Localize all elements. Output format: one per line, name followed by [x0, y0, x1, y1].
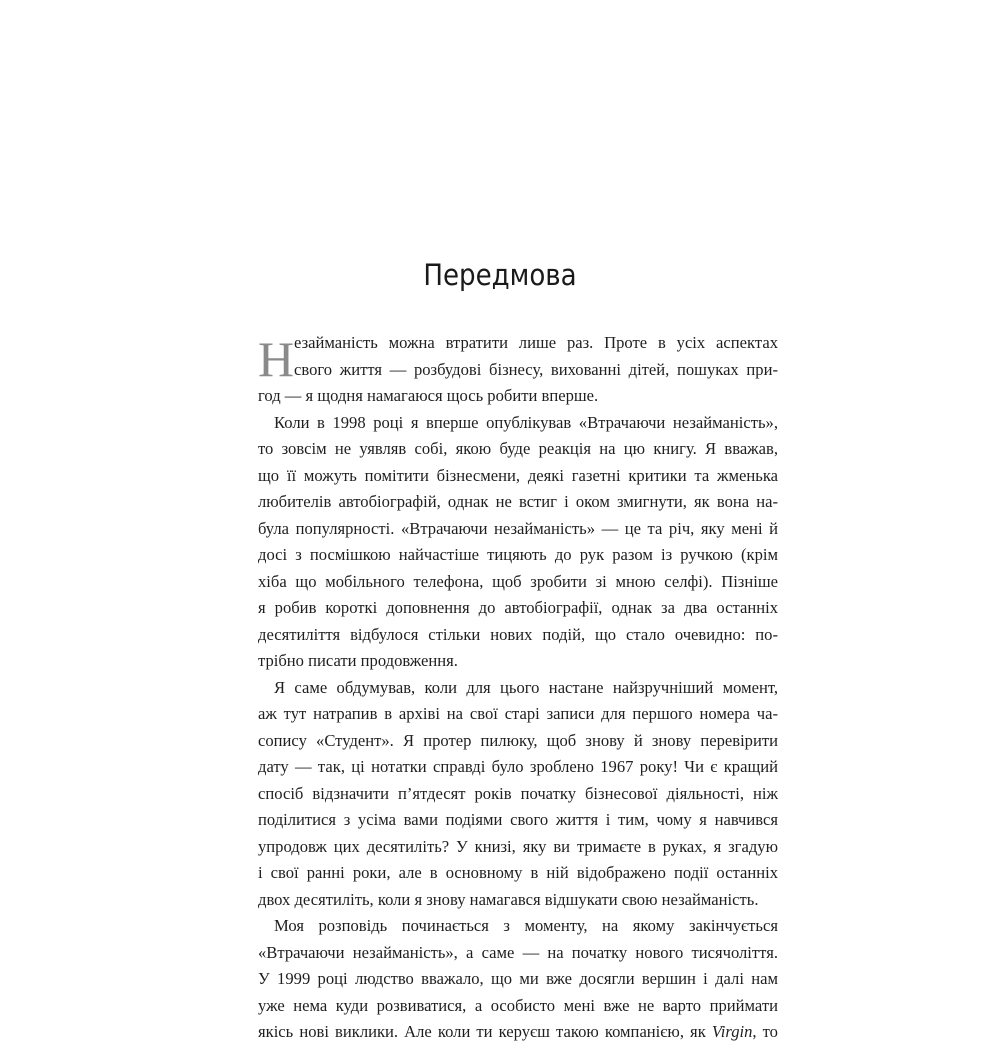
- text-line: любителів автобіографій, однак не встиг і оком змигнути, як вона на-: [258, 492, 778, 511]
- text-line: трібно писати продовження.: [258, 651, 458, 670]
- text-line: Коли в 1998 році я вперше опублікував «Втрачаючи незайманість»,: [274, 412, 778, 432]
- text-segment: , то: [752, 1022, 778, 1041]
- text-segment: якісь нові виклики. Але коли ти керуєш такою компанією, як: [258, 1022, 706, 1041]
- text-line: уже нема куди розвиватися, а особисто мені вже не варто приймати: [258, 995, 778, 1015]
- text-line: «Втрачаючи незайманість», а саме — на початку нового тисячоліття.: [258, 942, 778, 962]
- text-line: спосіб відзначити п’ятдесят років початку бізнесової діяльності, ніж: [258, 783, 778, 803]
- text-line: десятиліття відбулося стільки нових подій, що стало очевидно: по-: [258, 624, 778, 644]
- chapter-title: Передмова: [423, 258, 577, 292]
- text-line: свого життя — розбудові бізнесу, вихованні дітей, пошуках при-: [294, 359, 778, 379]
- text-line: сопису «Студент». Я протер пилюку, щоб знову й знову перевірити: [258, 730, 778, 750]
- text-line: хіба що мобільного телефона, щоб зробити зі мною селфі). Пізніше: [258, 571, 778, 591]
- text-line: Моя розповідь починається з моменту, на якому закінчується: [274, 916, 778, 935]
- text-line: езайманість можна втратити лише раз. Проте в усіх аспектах: [294, 333, 778, 352]
- text-line-mixed: [258, 1019, 778, 1046]
- text-line: досі з посмішкою найчастіше тицяють до рук разом із ручкою (крім: [258, 545, 778, 564]
- paragraph-1: [258, 330, 778, 410]
- text-line: Я саме обдумував, коли для цього настане найзручніший момент,: [274, 677, 778, 697]
- text-line: упродовж цих десятиліть? У книзі, яку ви тримаєте в руках, я згадую: [258, 836, 778, 856]
- drop-cap: Н: [258, 331, 295, 387]
- paragraph-3: [258, 675, 778, 914]
- text-line: я робив короткі доповнення до автобіографії, однак за два останніх: [258, 598, 778, 617]
- text-line: що її можуть помітити бізнесмени, деякі газетні критики та жменька: [258, 465, 778, 485]
- paragraph-2: [258, 410, 778, 675]
- body-text: [258, 330, 778, 1046]
- text-line: год — я щодня намагаюся щось робити вперше.: [258, 386, 599, 405]
- text-line: і свої ранні роки, але в основному в ній відображено події останніх: [258, 863, 778, 882]
- text-line: була популярності. «Втрачаючи незайманість» — це та річ, яку мені й: [258, 518, 778, 538]
- text-line: дату — так, ці нотатки справді було зроблено 1967 року! Чи є кращий: [258, 757, 778, 776]
- text-line: поділитися з усіма вами подіями свого життя і тим, чому я навчився: [258, 810, 778, 829]
- text-line: аж тут натрапив в архіві на свої старі записи для першого номера ча-: [258, 704, 778, 723]
- text-line: то зовсім не уявляв собі, якою буде реакція на цю книгу. Я вважав,: [258, 439, 778, 458]
- text-line: двох десятиліть, коли я знову намагався відшукати свою незайманість.: [258, 889, 759, 909]
- company-name: Virgin: [711, 1022, 753, 1041]
- paragraph-4: [258, 913, 778, 1046]
- text-line: У 1999 році людство вважало, що ми вже досягли вершин і далі нам: [258, 969, 778, 988]
